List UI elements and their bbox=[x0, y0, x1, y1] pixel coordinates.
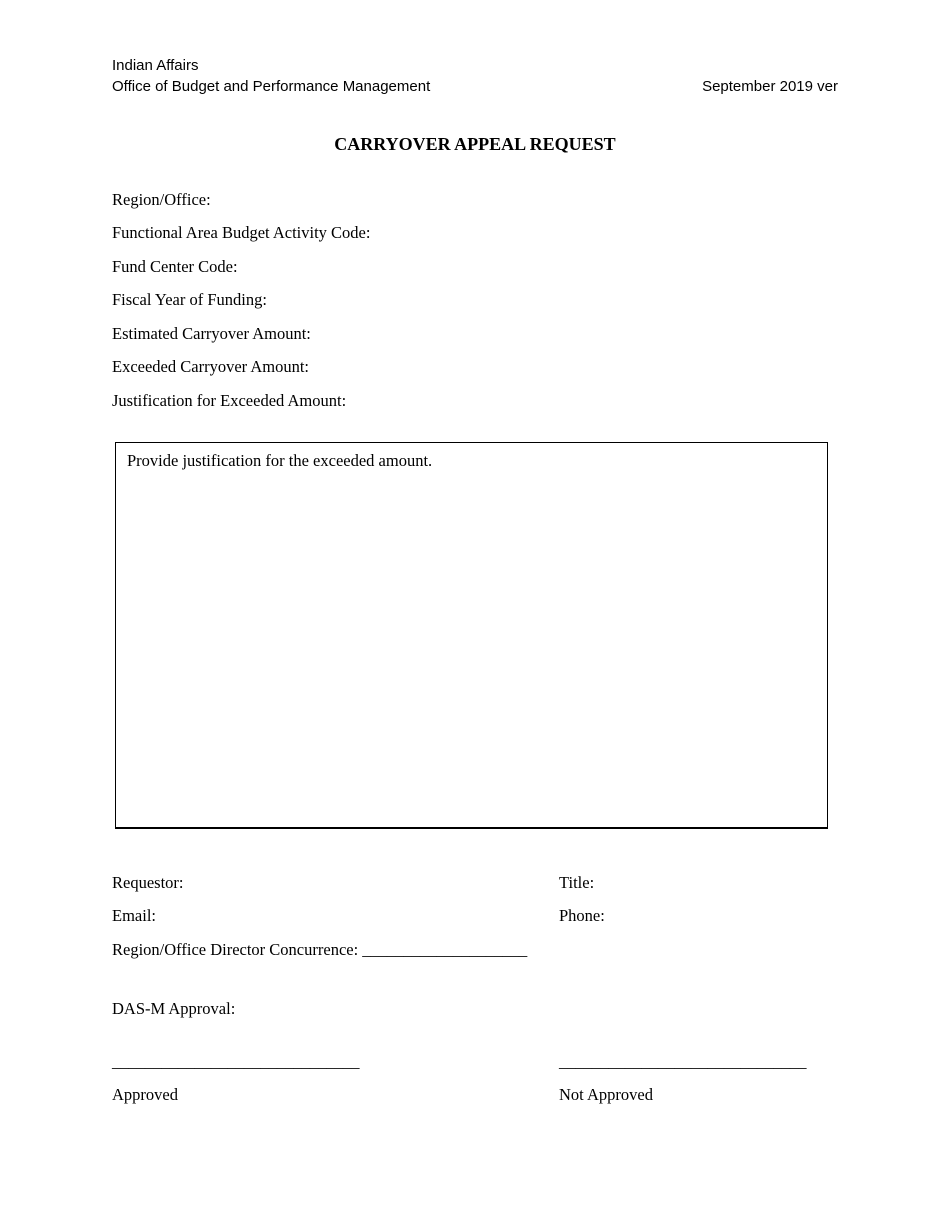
email-label: Email: bbox=[112, 906, 156, 925]
field-fund-center-code: Fund Center Code: bbox=[112, 257, 238, 276]
field-region-office: Region/Office: bbox=[112, 190, 211, 209]
phone-label: Phone: bbox=[559, 906, 605, 925]
justification-placeholder: Provide justification for the exceeded amount. bbox=[127, 451, 433, 470]
requestor-label: Requestor: bbox=[112, 873, 184, 892]
header-office: Office of Budget and Performance Management bbox=[112, 78, 431, 95]
approved-label: Approved bbox=[112, 1085, 178, 1104]
header-org: Indian Affairs bbox=[112, 57, 199, 74]
not-approved-label: Not Approved bbox=[559, 1085, 653, 1104]
justification-textbox[interactable] bbox=[115, 442, 828, 829]
approved-signature-line: ______________________________ bbox=[112, 1052, 360, 1071]
not-approved-signature-line: ______________________________ bbox=[559, 1052, 807, 1071]
field-fiscal-year: Fiscal Year of Funding: bbox=[112, 290, 267, 309]
field-budget-activity-code: Functional Area Budget Activity Code: bbox=[112, 223, 371, 242]
title-label: Title: bbox=[559, 873, 595, 892]
das-m-approval-label: DAS-M Approval: bbox=[112, 999, 236, 1018]
form-title: CARRYOVER APPEAL REQUEST bbox=[334, 134, 616, 154]
header-version: September 2019 ver bbox=[702, 78, 838, 95]
field-justification-label: Justification for Exceeded Amount: bbox=[112, 391, 347, 410]
field-estimated-carryover: Estimated Carryover Amount: bbox=[112, 324, 311, 343]
director-concurrence: Region/Office Director Concurrence: ____________________ bbox=[112, 940, 528, 959]
field-exceeded-carryover: Exceeded Carryover Amount: bbox=[112, 357, 310, 376]
